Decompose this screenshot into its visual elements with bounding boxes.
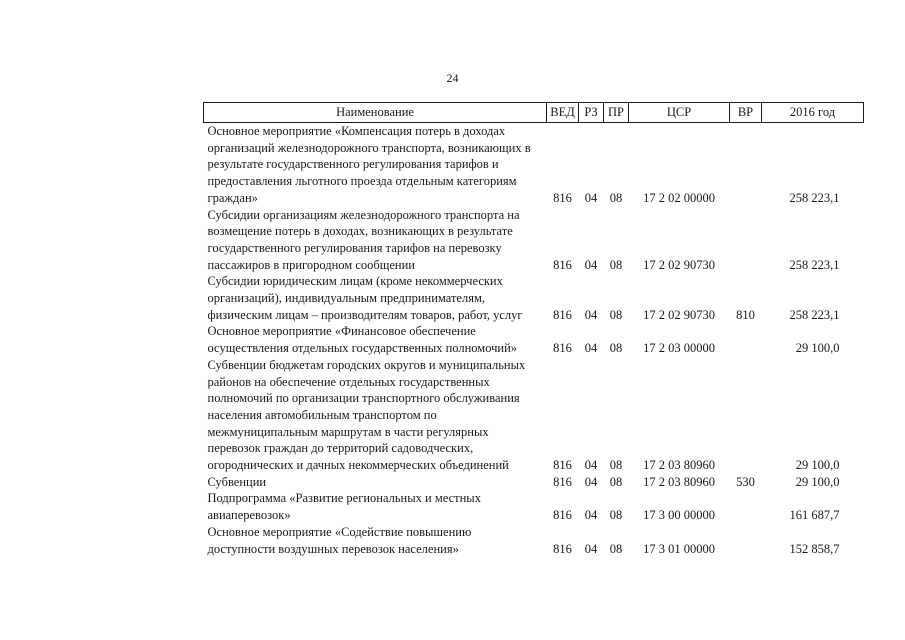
row-csr: 17 2 02 00000	[643, 190, 715, 205]
row-vr	[730, 207, 762, 274]
row-amount: 29 100,0	[795, 474, 840, 489]
row-pr: 08	[609, 458, 623, 473]
row-rz: 04	[584, 257, 598, 272]
row-ved: 816	[553, 190, 572, 205]
row-csr: 17 2 03 80960	[643, 458, 715, 473]
header-csr: ЦСР	[629, 103, 730, 123]
header-vr: ВР	[730, 103, 762, 123]
table-row	[204, 207, 864, 274]
row-ved: 816	[553, 508, 572, 523]
row-name-line: огороднических и дачных некоммерческих объединений	[207, 458, 509, 473]
row-pr: 08	[609, 341, 623, 356]
row-name-line: физическим лицам – производителям товаров, работ, услуг	[207, 307, 523, 322]
row-name-line: доступности воздушных перевозок населения»	[207, 541, 459, 556]
row-amount: 152 858,7	[789, 541, 840, 556]
row-name-line: организаций железнодорожного транспорта, возникающих в	[207, 140, 531, 155]
row-name-line: результате государственного регулирования тарифов и	[207, 157, 499, 172]
row-ved: 816	[553, 341, 572, 356]
row-name-line: граждан»	[207, 190, 258, 205]
row-name-line: межмуниципальным маршрутам в части регулярных	[207, 424, 489, 439]
row-amount: 258 223,1	[789, 257, 840, 272]
table-row	[204, 323, 864, 356]
row-pr: 08	[609, 508, 623, 523]
row-name-line: Подпрограмма «Развитие региональных и местных	[207, 491, 481, 506]
row-name-line: осуществления отдельных государственных полномочий»	[207, 341, 518, 356]
row-rz: 04	[584, 474, 598, 489]
table-row	[204, 123, 864, 207]
header-row	[204, 103, 864, 123]
row-name-line: Субвенции бюджетам городских округов и муниципальных	[207, 357, 526, 372]
row-pr: 08	[609, 307, 623, 322]
row-amount: 29 100,0	[795, 458, 840, 473]
row-csr: 17 2 03 80960	[643, 474, 715, 489]
row-vr: 530	[736, 474, 755, 489]
row-name	[204, 357, 547, 474]
row-csr: 17 3 01 00000	[643, 541, 715, 556]
row-name	[204, 207, 547, 274]
row-amount: 258 223,1	[789, 307, 840, 322]
row-ved: 816	[553, 474, 572, 489]
row-vr	[730, 357, 762, 474]
row-name-line: перевозок граждан до территорий садоводческих,	[207, 441, 474, 456]
row-rz: 04	[584, 508, 598, 523]
row-name-line: пассажиров в пригородном сообщении	[207, 257, 415, 272]
table-row	[204, 357, 864, 474]
row-pr: 08	[609, 474, 623, 489]
row-name-line: населения автомобильным транспортом по	[207, 407, 437, 422]
row-name-line: Субвенции	[207, 474, 267, 489]
row-ved: 816	[553, 458, 572, 473]
row-name-line: Субсидии юридическим лицам (кроме некоммерческих	[207, 274, 503, 289]
row-vr	[730, 123, 762, 207]
row-rz: 04	[584, 541, 598, 556]
row-name	[204, 323, 547, 356]
header-pr: ПР	[604, 103, 629, 123]
row-rz: 04	[584, 190, 598, 205]
row-name-line: государственного регулирования тарифов на перевозку	[207, 240, 502, 255]
row-name-line: Основное мероприятие «Компенсация потерь в доходах	[207, 124, 506, 138]
row-csr: 17 2 02 90730	[643, 257, 715, 272]
row-ved: 816	[553, 257, 572, 272]
row-name-line: полномочий по организации транспортного обслуживания	[207, 391, 520, 406]
header-rz: РЗ	[579, 103, 604, 123]
table-row	[204, 524, 864, 557]
row-name-line: Основное мероприятие «Финансовое обеспечение	[207, 324, 476, 339]
row-name	[204, 474, 547, 491]
row-name	[204, 490, 547, 523]
row-rz: 04	[584, 341, 598, 356]
row-amount: 161 687,7	[789, 508, 840, 523]
row-vr	[730, 323, 762, 356]
row-csr: 17 2 02 90730	[643, 307, 715, 322]
row-amount: 29 100,0	[795, 341, 840, 356]
row-name-line: авиаперевозок»	[207, 508, 291, 523]
row-name-line: районов на обеспечение отдельных государственных	[207, 374, 490, 389]
row-amount: 258 223,1	[789, 190, 840, 205]
row-pr: 08	[609, 257, 623, 272]
page-number: 24	[446, 71, 459, 85]
row-pr: 08	[609, 190, 623, 205]
budget-table	[203, 102, 864, 557]
row-name	[204, 123, 547, 207]
row-vr	[730, 524, 762, 557]
row-rz: 04	[584, 458, 598, 473]
row-ved: 816	[553, 307, 572, 322]
row-pr: 08	[609, 541, 623, 556]
table-row	[204, 474, 864, 491]
row-csr: 17 2 03 00000	[643, 341, 715, 356]
row-name	[204, 524, 547, 557]
row-name-line: предоставления льготного проезда отдельным категориям	[207, 174, 517, 189]
row-csr: 17 3 00 00000	[643, 508, 715, 523]
table-row	[204, 273, 864, 323]
table-header	[204, 103, 864, 123]
header-year: 2016 год	[762, 103, 864, 123]
row-name-line: Субсидии организациям железнодорожного транспорта на	[207, 207, 520, 222]
row-vr: 810	[736, 307, 755, 322]
row-vr	[730, 490, 762, 523]
row-ved: 816	[553, 541, 572, 556]
table-body	[204, 123, 864, 558]
row-rz: 04	[584, 307, 598, 322]
row-name-line: организаций), индивидуальным предпринимателям,	[207, 291, 485, 306]
row-name-line: Основное мероприятие «Содействие повышению	[207, 524, 472, 539]
header-ved: ВЕД	[547, 103, 579, 123]
table-row	[204, 490, 864, 523]
header-name: Наименование	[204, 103, 547, 123]
row-name-line: возмещение потерь в доходах, возникающих в результате	[207, 224, 513, 239]
row-name	[204, 273, 547, 323]
